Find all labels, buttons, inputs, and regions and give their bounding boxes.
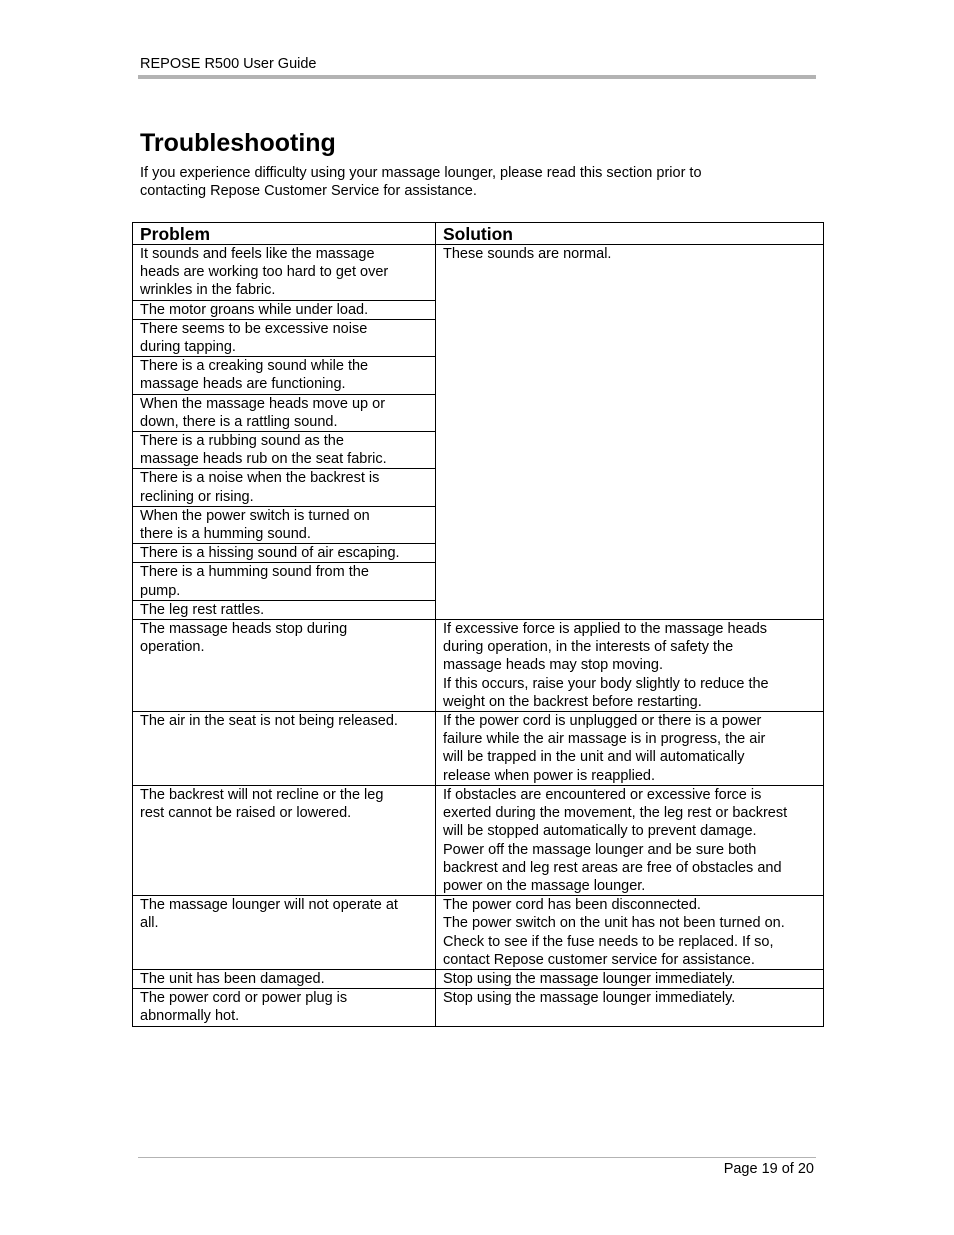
problem-cell-line: The motor groans while under load. <box>140 301 369 318</box>
problem-cell <box>133 989 436 1026</box>
problem-cell <box>133 712 436 786</box>
page-number: Page 19 of 20 <box>723 1161 814 1177</box>
solution-cell-line: will be trapped in the unit and will automatically <box>443 749 745 766</box>
problem-cell-line: There is a creaking sound while the <box>140 358 369 375</box>
solution-cell-line: release when power is reapplied. <box>443 767 655 784</box>
solution-cell: These sounds are normal. <box>436 245 824 620</box>
problem-cell-line: there is a humming sound. <box>140 526 311 543</box>
solution-cell <box>436 620 824 712</box>
problem-cell-line: There seems to be excessive noise <box>140 320 368 337</box>
solution-cell <box>436 969 824 988</box>
table-row <box>133 620 824 712</box>
problem-cell <box>133 620 436 712</box>
solution-cell-line: backrest and leg rest areas are free of obstacles and <box>443 859 782 876</box>
intro-line: contacting Repose Customer Service for assistance. <box>140 183 477 199</box>
solution-cell-line: If this occurs, raise your body slightly to reduce the <box>443 675 769 692</box>
problem-cell-line: There is a humming sound from the <box>140 564 369 581</box>
problem-cell-line: The unit has been damaged. <box>140 970 325 987</box>
problem-cell <box>133 506 436 543</box>
problem-cell-line: The massage lounger will not operate at <box>140 897 398 914</box>
solution-cell <box>436 896 824 970</box>
problem-cell <box>133 394 436 431</box>
solution-cell-line: Power off the massage lounger and be sure both <box>443 841 757 858</box>
solution-cell-line: during operation, in the interests of safety the <box>443 639 734 656</box>
problem-cell-line: wrinkles in the fabric. <box>140 282 276 299</box>
solution-cell-line: massage heads may stop moving. <box>443 657 664 674</box>
table-row <box>133 989 824 1026</box>
solution-cell-line: Stop using the massage lounger immediately. <box>443 970 736 987</box>
problem-cell-line: rest cannot be raised or lowered. <box>140 805 352 822</box>
problem-cell-line: during tapping. <box>140 339 236 356</box>
problem-cell <box>133 319 436 356</box>
problem-cell-line: There is a hissing sound of air escaping. <box>140 545 400 562</box>
solution-cell-line: Check to see if the fuse needs to be replaced. If so, <box>443 933 774 950</box>
problem-cell-line: When the massage heads move up or <box>140 395 386 412</box>
problem-cell-line: There is a rubbing sound as the <box>140 433 344 450</box>
section-title: Troubleshooting <box>140 129 336 157</box>
problem-cell <box>133 600 436 619</box>
problem-cell-line: It sounds and feels like the massage <box>140 246 375 262</box>
problem-cell-line: massage heads are functioning. <box>140 376 346 393</box>
problem-cell-line: reclining or rising. <box>140 488 254 505</box>
document-header-title: REPOSE R500 User Guide <box>140 56 317 72</box>
problem-cell <box>133 469 436 506</box>
problem-cell <box>133 544 436 563</box>
solution-cell-line: power on the massage lounger. <box>443 877 646 894</box>
problem-cell-line: down, there is a rattling sound. <box>140 413 338 430</box>
problem-cell-line: The leg rest rattles. <box>140 601 265 618</box>
solution-cell-line: will be stopped automatically to prevent damage. <box>443 823 757 840</box>
problem-cell <box>133 245 436 301</box>
solution-cell-line: exerted during the movement, the leg rest or backrest <box>443 805 788 822</box>
table-row <box>133 969 824 988</box>
problem-cell <box>133 563 436 600</box>
solution-cell-line: If excessive force is applied to the massage heads <box>443 621 768 638</box>
problem-cell <box>133 357 436 394</box>
problem-cell-line: all. <box>140 915 159 932</box>
problem-cell <box>133 432 436 469</box>
solution-column-header: Solution <box>436 223 824 245</box>
problem-cell-line: pump. <box>140 582 181 599</box>
problem-cell-line: When the power switch is turned on <box>140 507 370 524</box>
solution-cell-line: weight on the backrest before restarting. <box>443 693 702 710</box>
table-row <box>133 712 824 786</box>
solution-cell-line: If obstacles are encountered or excessive force is <box>443 786 762 803</box>
solution-cell-line: failure while the air massage is in progress, the air <box>443 731 766 748</box>
problem-cell <box>133 785 436 895</box>
problem-cell-line: The power cord or power plug is <box>140 990 348 1007</box>
problem-cell-line: operation. <box>140 639 205 656</box>
problem-cell-line: The backrest will not recline or the leg <box>140 786 384 803</box>
solution-cell-line: Stop using the massage lounger immediately. <box>443 990 736 1007</box>
footer-divider <box>138 1157 816 1158</box>
table-row <box>133 245 824 301</box>
table-row <box>133 785 824 895</box>
problem-cell-line: The massage heads stop during <box>140 621 348 638</box>
solution-cell-line: The power switch on the unit has not been turned on. <box>443 915 785 932</box>
problem-cell-line: massage heads rub on the seat fabric. <box>140 451 387 468</box>
problem-cell <box>133 896 436 970</box>
solution-cell <box>436 785 824 895</box>
intro-line: If you experience difficulty using your massage lounger, please read this section prior to <box>140 165 702 181</box>
problem-cell-line: The air in the seat is not being released. <box>140 713 398 730</box>
solution-cell <box>436 989 824 1026</box>
problem-cell <box>133 300 436 319</box>
problem-cell <box>133 969 436 988</box>
solution-cell-line: If the power cord is unplugged or there is a power <box>443 713 762 730</box>
problem-cell-line: abnormally hot. <box>140 1008 240 1025</box>
problem-column-header: Problem <box>133 223 436 245</box>
table-header-row <box>133 223 824 245</box>
troubleshooting-table <box>132 222 824 1027</box>
table-row <box>133 896 824 970</box>
header-divider <box>138 75 816 79</box>
solution-cell-line: The power cord has been disconnected. <box>443 897 701 914</box>
solution-cell-line: contact Repose customer service for assistance. <box>443 951 755 968</box>
section-intro <box>140 164 790 200</box>
problem-cell-line: There is a noise when the backrest is <box>140 470 380 487</box>
solution-cell <box>436 712 824 786</box>
problem-cell-line: heads are working too hard to get over <box>140 264 389 281</box>
